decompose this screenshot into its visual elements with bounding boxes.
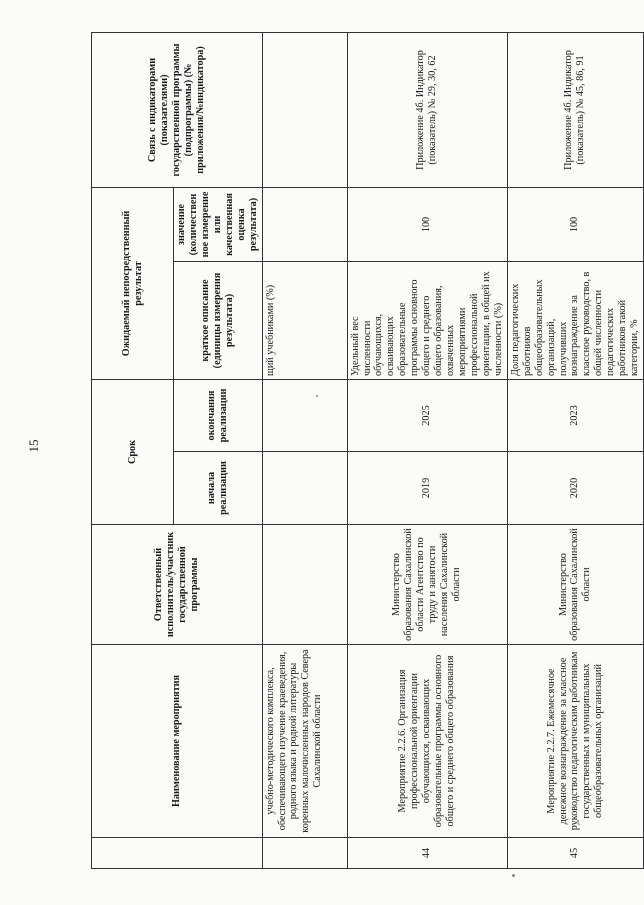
end-year: 2025 [347,380,507,452]
page-number: 15 [26,439,41,453]
start-year [262,452,347,525]
header-expected-description: краткое описание (единицы измерения результата) [174,262,263,380]
row-number: 45 [507,838,643,869]
header-expected-value: значение (количественное измерение или качественная оценка результата) [174,188,263,262]
result-value: 100 [507,188,643,262]
rotated-page-content [91,33,641,869]
row-number [262,838,347,869]
header-term-end: окончания реализации [174,380,263,452]
table-row [507,33,643,869]
scan-speck [512,874,515,877]
result-description: Доля педагогических работников общеобразовательных организаций, получивших вознаграждение за классное руководство, в общей численности педагогических работников такой категории, % [507,262,643,380]
end-year: 2023 [507,380,643,452]
result-description: Удельный вес численности обучающихся, осваивающих образовательные программы основного общего и среднего общего образования, охваченных мероприятиями профессиональной ориентации, в общей их численности (%) [347,262,507,380]
responsible: Министерство образования Сахалинской области [507,525,643,645]
responsible: Министерство образования Сахалинской области Агентство по труду и занятости населения Сахалинской области [347,525,507,645]
header-indicator-link: Связь с индикаторами (показателями) государственной программы (подпрограммы) (№ приложения/№индикатора) [92,33,263,188]
header-responsible: Ответственный исполнитель/участник государственной программы [92,525,263,645]
header-name: Наименование мероприятия [92,645,263,838]
indicator-link: Приложение 4б. Индикатор (показатель) № 29, 30, 62 [347,33,507,188]
header-term-start: начала реализации [174,452,263,525]
start-year: 2019 [347,452,507,525]
event-name: учебно-методического комплекса, обеспечивающего изучение краеведения, родного языка и родной литературы коренных малочисленных народов Севера Сахалинской области [262,645,347,838]
header-term: Срок [92,380,174,525]
result-value [262,188,347,262]
header-expected-result: Ожидаемый непосредственный результат [92,188,174,380]
table-row [262,33,347,869]
header-number [92,838,263,869]
end-year [262,380,347,452]
event-name: Мероприятие 2.2.7. Ежемесячное денежное вознаграждение за классное руководство педагогическим работникам государственных и муниципальных общеобразовательных организаций [507,645,643,838]
indicator-link: Приложение 4б. Индикатор (показатель) № 45, 86, 91 [507,33,643,188]
start-year: 2020 [507,452,643,525]
row-number: 44 [347,838,507,869]
result-value: 100 [347,188,507,262]
responsible [262,525,347,645]
table-row [347,33,507,869]
result-description: щий учебниками (%) [262,262,347,380]
event-name: Мероприятие 2.2.6. Организация профессиональной ориентации обучающихся, осваивающих образовательные программы основного общего и среднего общего образования [347,645,507,838]
indicator-link [262,33,347,188]
events-table [91,32,644,869]
